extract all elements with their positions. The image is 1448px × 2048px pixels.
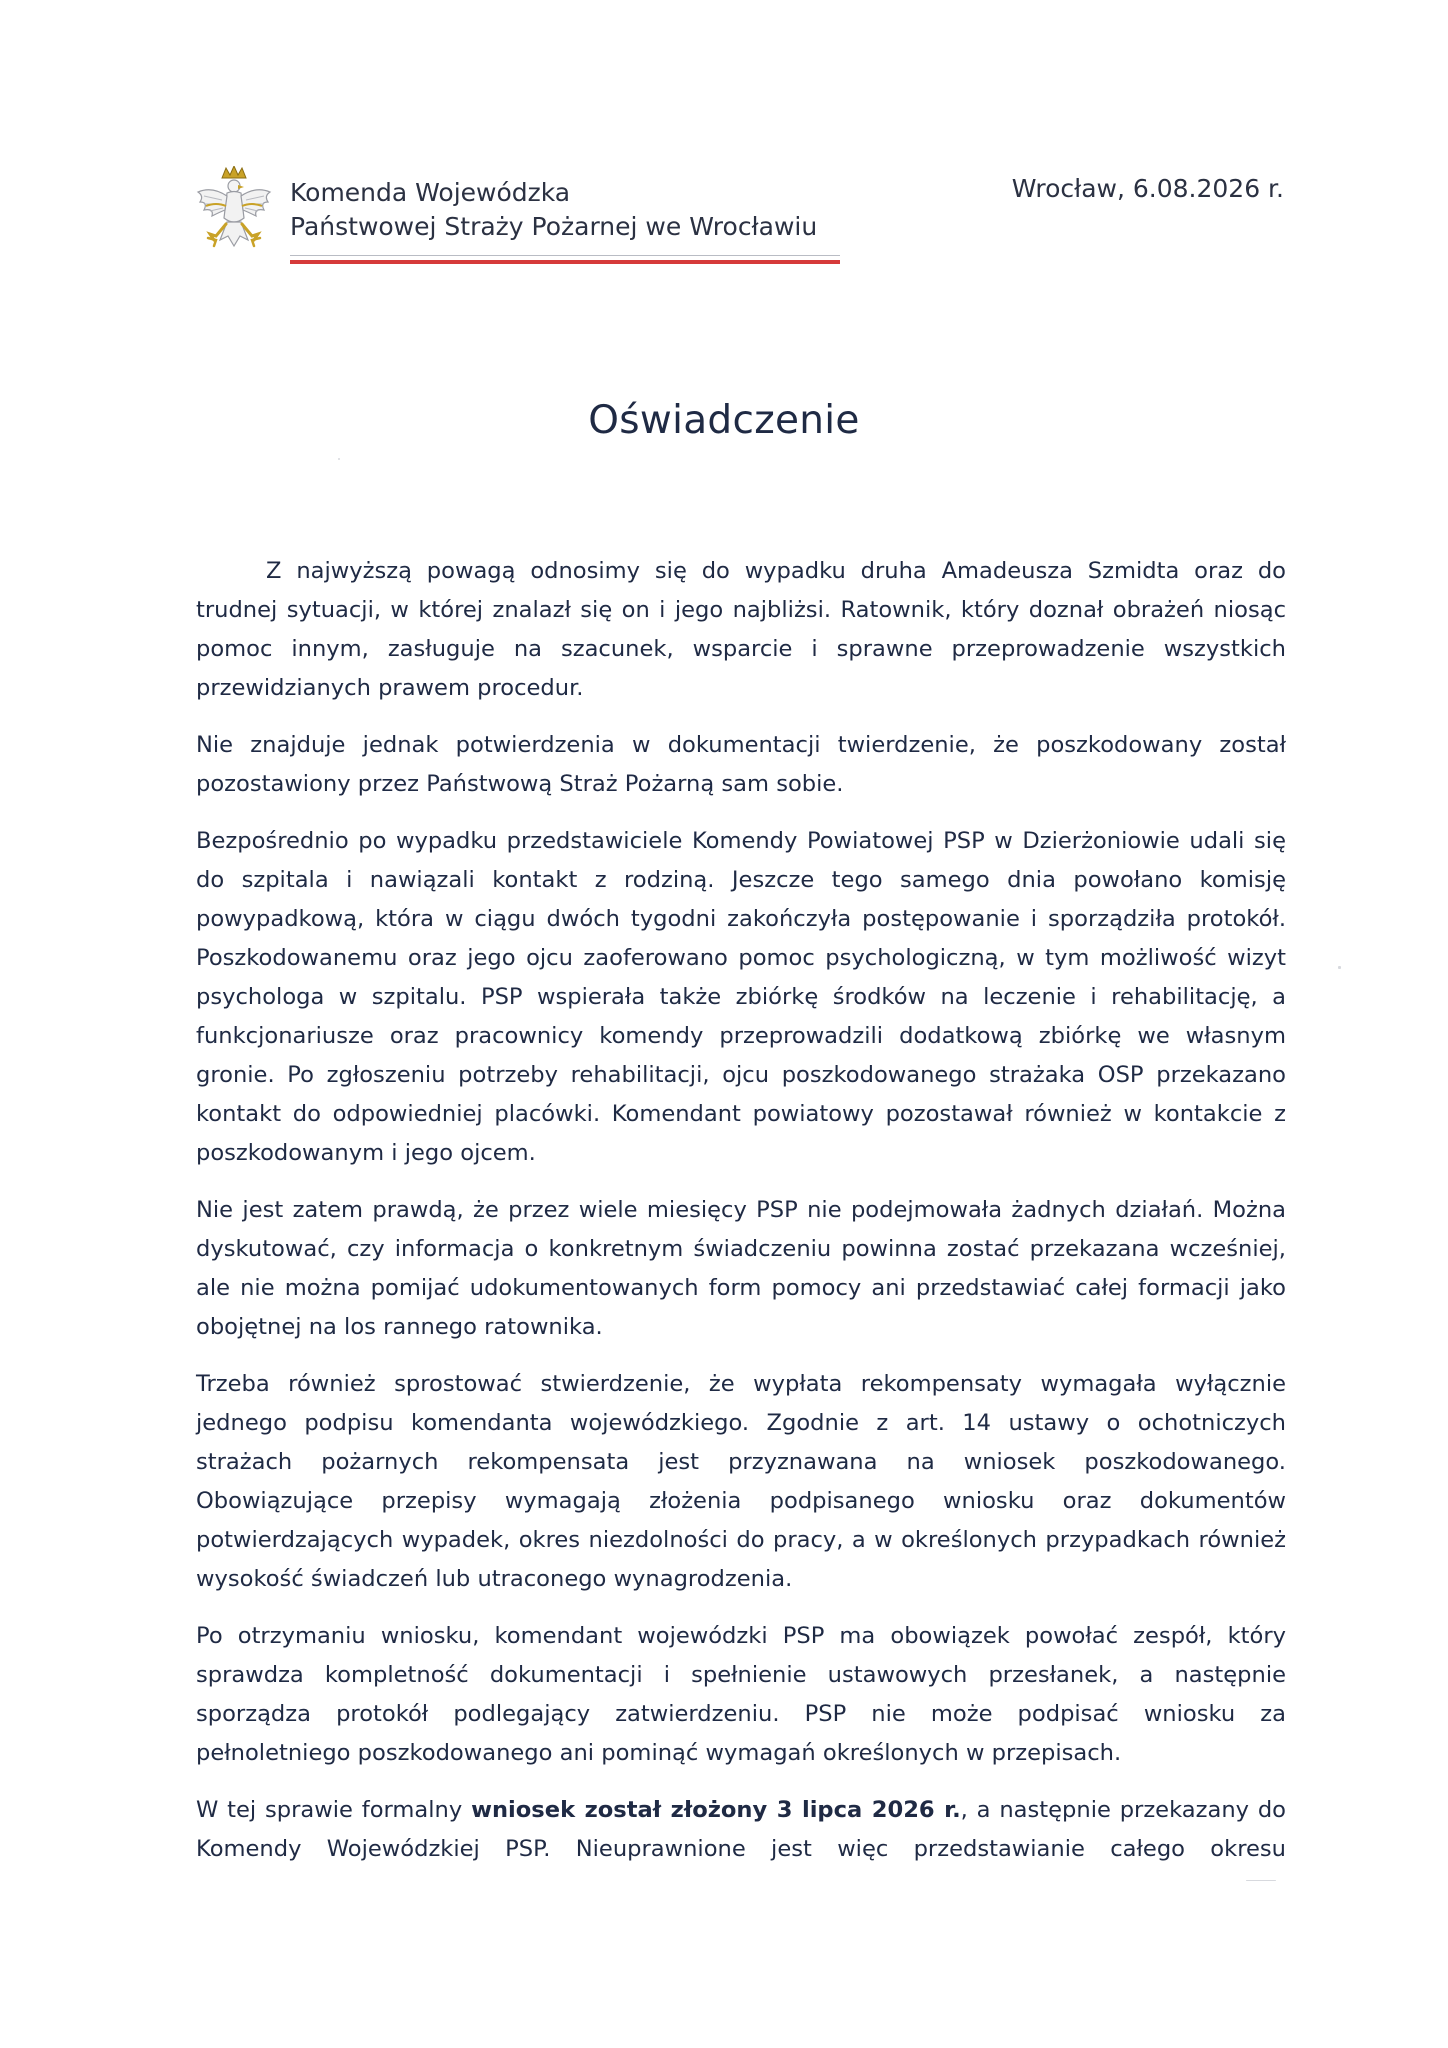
letterhead-divider bbox=[290, 260, 840, 264]
letterhead bbox=[194, 166, 1284, 276]
paragraph-1: Z najwyższą powagą odnosimy się do wypadku druha Amadeusza Szmidta oraz do trudnej sytuacji, w której znalazł się on i jego najbliżsi. Ratownik, który doznał obrażeń niosąc pomoc innym, zasługuje na szacunek, wsparcie i sprawne przeprowadzenie wszystkich przewidzianych prawem procedur. bbox=[196, 558, 1286, 701]
organization-name-line-1: Komenda Wojewódzka bbox=[290, 178, 571, 207]
paragraph-3: Bezpośrednio po wypadku przedstawiciele Komendy Powiatowej PSP w Dzierżoniowie udali się do szpitala i nawiązali kontakt z rodziną. Jeszcze tego samego dnia powołano komisję powypadkową, która w ciągu dwóch tygodni zakończyła postępowanie i sporządziła protokół. Poszkodowanemu oraz jego ojcu zaoferowano pomoc psychologiczną, w tym możliwość wizyt psychologa w szpitalu. PSP wspierała także zbiórkę środków na leczenie i rehabilitację, a funkcjonariusze oraz pracownicy komendy przeprowadzili dodatkową zbiórkę we własnym gronie. Po zgłoszeniu potrzeby rehabilitacji, ojcu poszkodowanego strażaka OSP przekazano kontakt do odpowiedniej placówki. Komendant powiatowy pozostawał również w kontakcie z poszkodowanym i jego ojcem. bbox=[196, 828, 1286, 1166]
scan-speck bbox=[1338, 966, 1341, 969]
document-body bbox=[196, 552, 1286, 1887]
paragraph-4: Nie jest zatem prawdą, że przez wiele miesięcy PSP nie podejmowała żadnych działań. Można dyskutować, czy informacja o konkretnym świadczeniu powinna zostać przekazana wcześniej, ale nie można pomijać udokumentowanych form pomocy ani przedstawiać całej formacji jako obojętnej na los rannego ratownika. bbox=[196, 1197, 1286, 1340]
polish-eagle-emblem-icon bbox=[194, 166, 274, 262]
paragraph-7-after: , a następnie przekazany do Komendy Wojewódzkiej PSP. Nieuprawnione jest więc przedstawianie całego okresu bbox=[196, 1797, 1286, 1862]
organization-name-line-2: Państwowej Straży Pożarnej we Wrocławiu bbox=[290, 212, 818, 241]
paragraph-7-before: W tej sprawie formalny bbox=[196, 1797, 472, 1823]
paragraph-7-emphasis: wniosek został złożony 3 lipca 2026 r. bbox=[471, 1797, 961, 1823]
scan-speck bbox=[338, 458, 340, 460]
scan-speck bbox=[1246, 1880, 1276, 1881]
letterhead-divider-thin bbox=[290, 255, 840, 256]
paragraph-5: Trzeba również sprostować stwierdzenie, że wypłata rekompensaty wymagała wyłącznie jednego podpisu komendanta wojewódzkiego. Zgodnie z art. 14 ustawy o ochotniczych strażach pożarnych rekompensata jest przyznawana na wniosek poszkodowanego. Obowiązujące przepisy wymagają złożenia podpisanego wniosku oraz dokumentów potwierdzających wypadek, okres niezdolności do pracy, a w określonych przypadkach również wysokość świadczeń lub utraconego wynagrodzenia. bbox=[196, 1371, 1286, 1592]
organization-name bbox=[290, 176, 817, 244]
document-title: Oświadczenie bbox=[588, 398, 860, 443]
paragraph-6: Po otrzymaniu wniosku, komendant wojewódzki PSP ma obowiązek powołać zespół, który sprawdza kompletność dokumentacji i spełnienie ustawowych przesłanek, a następnie sporządza protokół podlegający zatwierdzeniu. PSP nie może podpisać wniosku za pełnoletniego poszkodowanego ani pominąć wymagań określonych w przepisach. bbox=[196, 1623, 1286, 1766]
document-date: Wrocław, 6.08.2026 r. bbox=[1011, 174, 1284, 203]
paragraph-7 bbox=[196, 1791, 1286, 1869]
paragraph-2: Nie znajduje jednak potwierdzenia w dokumentacji twierdzenie, że poszkodowany został pozostawiony przez Państwową Straż Pożarną sam sobie. bbox=[196, 732, 1286, 797]
